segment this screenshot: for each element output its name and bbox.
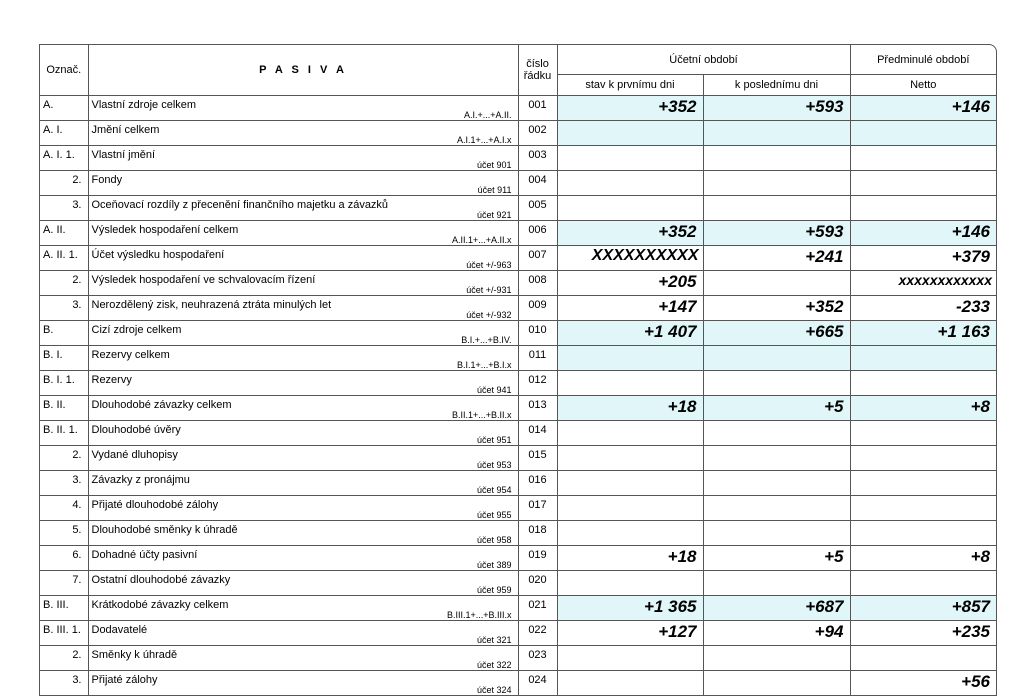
value-netto[interactable]: +146 (850, 221, 996, 246)
row-number: 023 (518, 646, 557, 671)
value-netto[interactable]: xxxxxxxxxxxx (850, 271, 996, 296)
row-number: 005 (518, 196, 557, 221)
value-stav-k-prvnimu[interactable] (557, 496, 703, 521)
value-stav-k-prvnimu[interactable] (557, 146, 703, 171)
value-netto[interactable]: +1 163 (850, 321, 996, 346)
row-number: 003 (518, 146, 557, 171)
value-stav-k-prvnimu[interactable]: +352 (557, 221, 703, 246)
row-name-cell (88, 321, 518, 346)
row-account-rule: účet 389 (476, 560, 512, 570)
row-mark-number: 3. (72, 299, 82, 311)
value-stav-k-prvnimu[interactable]: +1 365 (557, 596, 703, 621)
row-name-cell (88, 296, 518, 321)
row-account-rule: účet +/-932 (466, 310, 512, 320)
value-stav-k-prvnimu[interactable] (557, 421, 703, 446)
table-row (40, 296, 996, 321)
table-body (40, 96, 996, 696)
value-k-poslednimu[interactable]: +352 (703, 296, 850, 321)
row-name: Dodavatelé (91, 624, 148, 636)
row-mark-cell (40, 646, 88, 671)
row-mark-cell (40, 546, 88, 571)
value-netto[interactable] (850, 446, 996, 471)
row-mark-number: 5. (72, 524, 82, 536)
table-row (40, 621, 996, 646)
value-netto[interactable]: +146 (850, 96, 996, 121)
value-k-poslednimu[interactable] (703, 571, 850, 596)
row-account-rule: B.II.1+...+B.II.x (451, 410, 512, 420)
value-netto[interactable] (850, 471, 996, 496)
row-mark-cell (40, 271, 88, 296)
table-row (40, 321, 996, 346)
row-name: Rezervy celkem (91, 349, 170, 361)
value-stav-k-prvnimu[interactable]: +352 (557, 96, 703, 121)
row-name: Výsledek hospodaření celkem (91, 224, 239, 236)
row-mark-cell (40, 221, 88, 246)
row-name-cell (88, 571, 518, 596)
row-mark-cell (40, 496, 88, 521)
row-name-cell (88, 271, 518, 296)
row-mark-number: 3. (72, 199, 82, 211)
row-mark-cell (40, 146, 88, 171)
row-account-rule: účet 901 (476, 160, 512, 170)
header-cislo-radku (518, 45, 557, 96)
row-name: Oceňovací rozdíly z přecenění finančního majetku a závazků (91, 199, 389, 211)
row-name: Vlastní jmění (91, 149, 156, 161)
row-name-cell (88, 346, 518, 371)
row-mark-cell (40, 621, 88, 646)
row-mark: B. III. (43, 599, 69, 611)
value-k-poslednimu[interactable] (703, 121, 850, 146)
value-netto[interactable] (850, 421, 996, 446)
row-number: 009 (518, 296, 557, 321)
value-netto[interactable] (850, 171, 996, 196)
value-k-poslednimu[interactable] (703, 471, 850, 496)
row-mark: B. II. 1. (43, 424, 78, 436)
row-mark: A. II. 1. (43, 249, 78, 261)
value-k-poslednimu[interactable] (703, 496, 850, 521)
table-row (40, 596, 996, 621)
row-name-cell (88, 446, 518, 471)
row-mark-cell (40, 246, 88, 271)
value-k-poslednimu[interactable] (703, 371, 850, 396)
value-k-poslednimu[interactable]: +5 (703, 546, 850, 571)
table-row (40, 396, 996, 421)
row-name: Ostatní dlouhodobé závazky (91, 574, 231, 586)
value-stav-k-prvnimu[interactable] (557, 196, 703, 221)
value-stav-k-prvnimu[interactable]: XXXXXXXXXX (557, 246, 703, 271)
value-netto[interactable] (850, 496, 996, 521)
value-k-poslednimu[interactable] (703, 446, 850, 471)
row-name: Závazky z pronájmu (91, 474, 190, 486)
value-netto[interactable]: +379 (850, 246, 996, 271)
row-mark-cell (40, 521, 88, 546)
row-mark: B. I. (43, 349, 63, 361)
row-mark-cell (40, 671, 88, 696)
table-row (40, 546, 996, 571)
row-mark: A. (43, 99, 54, 111)
row-number: 016 (518, 471, 557, 496)
value-netto[interactable] (850, 196, 996, 221)
value-stav-k-prvnimu[interactable] (557, 446, 703, 471)
row-mark: A. II. (43, 224, 66, 236)
row-account-rule: B.I.+...+B.IV. (461, 335, 512, 345)
row-mark-cell (40, 371, 88, 396)
value-k-poslednimu[interactable]: +665 (703, 321, 850, 346)
row-mark-cell (40, 346, 88, 371)
row-mark-number: 4. (72, 499, 82, 511)
value-stav-k-prvnimu[interactable] (557, 471, 703, 496)
row-name-cell (88, 246, 518, 271)
row-number: 011 (518, 346, 557, 371)
row-number: 014 (518, 421, 557, 446)
row-mark: A. I. 1. (43, 149, 75, 161)
row-name: Fondy (91, 174, 123, 186)
value-netto[interactable]: -233 (850, 296, 996, 321)
row-name: Dohadné účty pasivní (91, 549, 198, 561)
table-row (40, 171, 996, 196)
row-name: Účet výsledku hospodaření (91, 249, 225, 261)
row-number: 012 (518, 371, 557, 396)
row-mark-cell (40, 171, 88, 196)
value-stav-k-prvnimu[interactable] (557, 346, 703, 371)
row-mark-cell (40, 596, 88, 621)
row-number: 004 (518, 171, 557, 196)
value-netto[interactable] (850, 146, 996, 171)
row-account-rule: účet 953 (476, 460, 512, 470)
row-account-rule: účet 958 (476, 535, 512, 545)
row-name: Vlastní zdroje celkem (91, 99, 197, 111)
value-netto[interactable]: +857 (850, 596, 996, 621)
row-account-rule: A.II.1+...+A.II.x (451, 235, 512, 245)
row-mark-cell (40, 446, 88, 471)
value-stav-k-prvnimu[interactable] (557, 121, 703, 146)
row-mark-number: 3. (72, 674, 82, 686)
row-account-rule: účet 959 (476, 585, 512, 595)
table-row (40, 571, 996, 596)
row-name: Krátkodobé závazky celkem (91, 599, 229, 611)
value-stav-k-prvnimu[interactable]: +18 (557, 396, 703, 421)
row-mark-cell (40, 121, 88, 146)
row-name: Vydané dluhopisy (91, 449, 178, 461)
balance-sheet-form (39, 44, 997, 696)
row-number: 013 (518, 396, 557, 421)
table-row (40, 346, 996, 371)
value-stav-k-prvnimu[interactable]: +147 (557, 296, 703, 321)
table-row (40, 471, 996, 496)
row-mark-number: 6. (72, 549, 82, 561)
value-stav-k-prvnimu[interactable] (557, 646, 703, 671)
row-name: Nerozdělený zisk, neuhrazená ztráta minulých let (91, 299, 332, 311)
value-k-poslednimu[interactable]: +241 (703, 246, 850, 271)
row-name-cell (88, 96, 518, 121)
value-stav-k-prvnimu[interactable] (557, 521, 703, 546)
row-account-rule: účet 941 (476, 385, 512, 395)
row-name: Přijaté zálohy (91, 674, 158, 686)
value-k-poslednimu[interactable] (703, 521, 850, 546)
row-name-cell (88, 146, 518, 171)
row-mark-number: 3. (72, 474, 82, 486)
table-row (40, 271, 996, 296)
row-name-cell (88, 646, 518, 671)
row-number: 018 (518, 521, 557, 546)
value-k-poslednimu[interactable] (703, 271, 850, 296)
row-name-cell (88, 221, 518, 246)
row-mark-cell (40, 571, 88, 596)
row-number: 008 (518, 271, 557, 296)
row-number: 010 (518, 321, 557, 346)
row-account-rule: B.III.1+...+B.III.x (446, 610, 512, 620)
row-name: Dlouhodobé závazky celkem (91, 399, 232, 411)
row-account-rule: B.I.1+...+B.I.x (456, 360, 512, 370)
value-netto[interactable]: +56 (961, 672, 990, 691)
row-name: Rezervy (91, 374, 132, 386)
row-mark: B. II. (43, 399, 66, 411)
row-mark: B. (43, 324, 54, 336)
row-mark-number: 7. (72, 574, 82, 586)
row-name-cell (88, 471, 518, 496)
header-ucetni-obdobi: Účetní období (557, 45, 850, 75)
table-row (40, 446, 996, 471)
value-netto[interactable] (850, 121, 996, 146)
row-number: 022 (518, 621, 557, 646)
value-stav-k-prvnimu[interactable] (557, 371, 703, 396)
value-k-poslednimu[interactable] (703, 646, 850, 671)
row-number: 017 (518, 496, 557, 521)
table-row (40, 246, 996, 271)
value-netto[interactable]: +235 (850, 621, 996, 646)
row-mark-number: 2. (72, 449, 82, 461)
row-mark-cell (40, 471, 88, 496)
row-mark: B. I. 1. (43, 374, 75, 386)
value-k-poslednimu[interactable] (703, 171, 850, 196)
value-k-poslednimu[interactable] (703, 146, 850, 171)
row-account-rule: účet 955 (476, 510, 512, 520)
row-name-cell (88, 371, 518, 396)
row-mark-number: 2. (72, 274, 82, 286)
row-account-rule: účet 954 (476, 485, 512, 495)
row-name-cell (88, 396, 518, 421)
row-name: Směnky k úhradě (91, 649, 178, 661)
table-row (40, 196, 996, 221)
row-account-rule: účet 324 (476, 685, 512, 695)
row-number: 015 (518, 446, 557, 471)
row-account-rule: A.I.+...+A.II. (463, 110, 512, 120)
value-k-poslednimu[interactable] (703, 671, 850, 696)
row-number: 002 (518, 121, 557, 146)
row-account-rule: A.I.1+...+A.I.x (456, 135, 512, 145)
table-row (40, 146, 996, 171)
table-row (40, 371, 996, 396)
table-row (40, 421, 996, 446)
value-stav-k-prvnimu[interactable]: +1 407 (557, 321, 703, 346)
value-k-poslednimu[interactable] (703, 421, 850, 446)
row-mark-number: 2. (72, 649, 82, 661)
row-account-rule: účet 911 (477, 185, 512, 195)
row-name-cell (88, 521, 518, 546)
pasiva-table (40, 45, 996, 695)
value-netto[interactable] (850, 646, 996, 671)
table-row (40, 671, 996, 696)
value-stav-k-prvnimu[interactable] (557, 671, 703, 696)
row-name: Cizí zdroje celkem (91, 324, 182, 336)
row-number: 020 (518, 571, 557, 596)
value-netto[interactable] (850, 346, 996, 371)
row-number: 006 (518, 221, 557, 246)
row-account-rule: účet 921 (476, 210, 512, 220)
table-row (40, 521, 996, 546)
value-netto[interactable] (850, 521, 996, 546)
value-netto[interactable] (850, 571, 996, 596)
row-name-cell (88, 496, 518, 521)
header-stav-k-prvnimu: stav k prvnímu dni (557, 75, 703, 96)
value-k-poslednimu[interactable]: +687 (703, 596, 850, 621)
row-name-cell (88, 171, 518, 196)
value-stav-k-prvnimu[interactable]: +127 (557, 621, 703, 646)
table-row (40, 496, 996, 521)
header-cislo-line2: řádku (523, 70, 552, 82)
row-name: Přijaté dlouhodobé zálohy (91, 499, 219, 511)
row-mark: A. I. (43, 124, 63, 136)
row-name-cell (88, 546, 518, 571)
header-cislo-line1: číslo (526, 58, 549, 70)
value-k-poslednimu[interactable]: +94 (703, 621, 850, 646)
row-number: 019 (518, 546, 557, 571)
value-k-poslednimu[interactable]: +593 (703, 221, 850, 246)
value-stav-k-prvnimu[interactable]: +205 (557, 271, 703, 296)
header-k-poslednimu: k poslednímu dni (703, 75, 850, 96)
row-name-cell (88, 621, 518, 646)
row-number: 021 (518, 596, 557, 621)
row-account-rule: účet 322 (476, 660, 512, 670)
table-row (40, 221, 996, 246)
row-mark-cell (40, 421, 88, 446)
table-row (40, 96, 996, 121)
row-account-rule: účet 951 (476, 435, 512, 445)
value-k-poslednimu[interactable]: +593 (703, 96, 850, 121)
row-name: Dlouhodobé úvěry (91, 424, 181, 436)
value-stav-k-prvnimu[interactable] (557, 171, 703, 196)
row-name: Dlouhodobé směnky k úhradě (91, 524, 238, 536)
header-pasiva: P A S I V A (88, 45, 518, 96)
value-netto[interactable]: +8 (850, 546, 996, 571)
row-mark-cell (40, 296, 88, 321)
row-name-cell (88, 121, 518, 146)
header-netto: Netto (850, 75, 996, 96)
row-name-cell (88, 596, 518, 621)
value-k-poslednimu[interactable]: +5 (703, 396, 850, 421)
header-predminule-obdobi: Předminulé období (850, 45, 996, 75)
row-mark-cell (40, 396, 88, 421)
row-mark-cell (40, 321, 88, 346)
row-account-rule: účet +/-931 (466, 285, 512, 295)
row-mark-number: 2. (72, 174, 82, 186)
row-name-cell (88, 421, 518, 446)
value-stav-k-prvnimu[interactable] (557, 571, 703, 596)
row-name-cell (88, 671, 518, 696)
value-k-poslednimu[interactable] (703, 346, 850, 371)
row-number: 024 (518, 671, 557, 696)
table-row (40, 646, 996, 671)
header-oznac: Označ. (40, 45, 88, 96)
value-netto[interactable]: +8 (850, 396, 996, 421)
value-netto[interactable] (850, 371, 996, 396)
row-mark: B. III. 1. (43, 624, 81, 636)
row-mark-cell (40, 96, 88, 121)
row-name-cell (88, 196, 518, 221)
value-stav-k-prvnimu[interactable]: +18 (557, 546, 703, 571)
value-k-poslednimu[interactable] (703, 196, 850, 221)
row-name: Jmění celkem (91, 124, 160, 136)
row-name: Výsledek hospodaření ve schvalovacím řízení (91, 274, 316, 286)
table-row (40, 121, 996, 146)
row-account-rule: účet +/-963 (466, 260, 512, 270)
row-number: 001 (518, 96, 557, 121)
row-account-rule: účet 321 (476, 635, 512, 645)
row-mark-cell (40, 196, 88, 221)
row-number: 007 (518, 246, 557, 271)
